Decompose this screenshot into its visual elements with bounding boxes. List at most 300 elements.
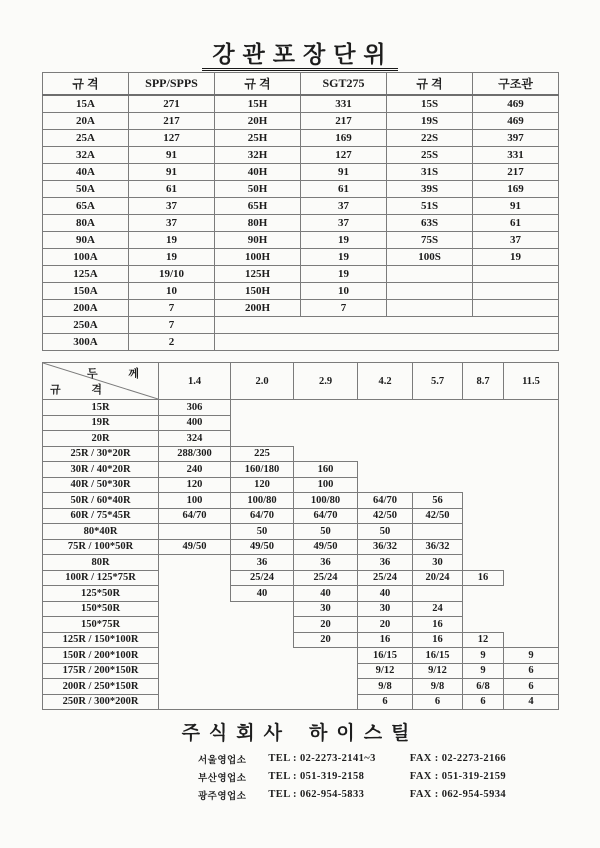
table2-cell: 20/24 <box>413 570 463 586</box>
table-row <box>43 266 559 283</box>
table2-cell: 6 <box>504 663 559 679</box>
table2-open-area <box>504 617 559 633</box>
table-row <box>43 617 559 633</box>
size-row-label: 75R / 100*50R <box>43 539 159 555</box>
table2-open-area <box>463 462 504 478</box>
table1-cell: 19 <box>301 266 387 283</box>
table2-cell: 16 <box>463 570 504 586</box>
table2-cell: 36 <box>294 555 358 571</box>
table1-cell: 90H <box>215 232 301 249</box>
company-name-part1: 주식회사 <box>181 723 291 744</box>
table2-cell: 50 <box>231 524 294 540</box>
size-row-label: 80*40R <box>43 524 159 540</box>
column-header: 규 격 <box>215 73 301 96</box>
table1-merged-blank-cell <box>215 334 559 351</box>
table2-open-area <box>504 446 559 462</box>
table2-open-area <box>159 570 231 586</box>
table2-cell: 25/24 <box>231 570 294 586</box>
table2-cell: 9 <box>463 663 504 679</box>
thickness-column-header: 2.0 <box>231 363 294 400</box>
table2-cell: 50 <box>358 524 413 540</box>
table2-open-area <box>504 539 559 555</box>
table-header-row <box>43 363 559 400</box>
table2-cell: 40 <box>231 586 294 602</box>
table2-open-area <box>231 648 294 664</box>
table1-cell: 19 <box>301 232 387 249</box>
table1-cell: 91 <box>129 164 215 181</box>
table2-cell: 9 <box>504 648 559 664</box>
table2-open-area <box>463 601 504 617</box>
table2-cell: 160/180 <box>231 462 294 478</box>
table2-cell: 6 <box>504 679 559 695</box>
table1-cell <box>387 266 473 283</box>
table1-cell: 63S <box>387 215 473 232</box>
table2-open-area <box>413 400 463 416</box>
table2-cell: 4 <box>504 694 559 710</box>
table1-cell: 25A <box>43 130 129 147</box>
table-row <box>43 215 559 232</box>
table2-open-area <box>463 586 504 602</box>
table-row <box>43 601 559 617</box>
table1-cell: 150A <box>43 283 129 300</box>
table1-cell: 150H <box>215 283 301 300</box>
table2-cell: 56 <box>413 493 463 509</box>
table2-cell: 9/12 <box>413 663 463 679</box>
size-row-label: 175R / 200*150R <box>43 663 159 679</box>
corner-label-thickness: 두 께 <box>87 368 154 380</box>
table1-cell: 22S <box>387 130 473 147</box>
office-fax: FAX : 062-954-5934 <box>409 789 507 800</box>
table1-cell: 61 <box>129 181 215 198</box>
table2-open-area <box>463 617 504 633</box>
size-row-label: 60R / 75*45R <box>43 508 159 524</box>
table-row <box>43 232 559 249</box>
thickness-column-header: 1.4 <box>159 363 231 400</box>
table2-cell: 100 <box>159 493 231 509</box>
table1-merged-blank-cell <box>215 317 559 334</box>
size-row-label: 150*75R <box>43 617 159 633</box>
table2-open-area <box>231 694 294 710</box>
table2-cell: 306 <box>159 400 231 416</box>
table2-cell: 40 <box>294 586 358 602</box>
table1-cell: 40A <box>43 164 129 181</box>
table2-cell: 40 <box>358 586 413 602</box>
table1-cell: 19 <box>473 249 559 266</box>
table1-cell: 37 <box>301 215 387 232</box>
table1-cell: 169 <box>301 130 387 147</box>
table1-cell <box>473 266 559 283</box>
table2-cell: 36/32 <box>358 539 413 555</box>
table2-open-area <box>504 415 559 431</box>
column-header: 구조관 <box>473 73 559 96</box>
table1-cell: 7 <box>129 300 215 317</box>
table2-open-area <box>231 617 294 633</box>
table2-open-area <box>159 601 231 617</box>
thickness-column-header: 8.7 <box>463 363 504 400</box>
table2-open-area <box>358 462 413 478</box>
table2-open-area <box>413 415 463 431</box>
size-row-label: 150*50R <box>43 601 159 617</box>
table2-open-area <box>463 524 504 540</box>
company-name <box>0 718 600 745</box>
table2-open-area <box>413 446 463 462</box>
table-row <box>43 334 559 351</box>
table2-open-area <box>231 601 294 617</box>
table2-cell: 25/24 <box>358 570 413 586</box>
thickness-column-header: 5.7 <box>413 363 463 400</box>
table2-cell: 240 <box>159 462 231 478</box>
table1-cell: 100A <box>43 249 129 266</box>
table1-cell: 127 <box>301 147 387 164</box>
company-name-part2: 하이스틸 <box>309 723 419 744</box>
table1-cell: 19 <box>129 249 215 266</box>
table1-cell: 217 <box>301 113 387 130</box>
table-row <box>43 181 559 198</box>
table2-open-area <box>294 679 358 695</box>
table1-cell: 125H <box>215 266 301 283</box>
table2-open-area <box>231 679 294 695</box>
table-row <box>43 508 559 524</box>
table-row <box>43 95 559 113</box>
table2-cell: 6 <box>463 694 504 710</box>
office-tel: TEL : 051-319-2158 <box>268 771 365 782</box>
table-row <box>43 555 559 571</box>
table2-cell: 100/80 <box>294 493 358 509</box>
size-row-label: 25R / 30*20R <box>43 446 159 462</box>
table-row <box>43 130 559 147</box>
size-row-label: 15R <box>43 400 159 416</box>
table2-cell: 6/8 <box>463 679 504 695</box>
table1-cell: 40H <box>215 164 301 181</box>
size-row-label: 40R / 50*30R <box>43 477 159 493</box>
table1-cell: 91 <box>473 198 559 215</box>
table1-cell: 32A <box>43 147 129 164</box>
table-row <box>43 648 559 664</box>
table2-cell: 16 <box>358 632 413 648</box>
column-header: 규 격 <box>387 73 473 96</box>
size-row-label: 20R <box>43 431 159 447</box>
table1-cell: 10 <box>129 283 215 300</box>
table2-cell: 36 <box>358 555 413 571</box>
table-row <box>43 586 559 602</box>
table1-cell: 37 <box>473 232 559 249</box>
table-row <box>43 632 559 648</box>
table2-cell: 49/50 <box>159 539 231 555</box>
table2-open-area <box>463 493 504 509</box>
table1-cell <box>387 300 473 317</box>
table2-open-area <box>463 400 504 416</box>
table2-cell: 30 <box>358 601 413 617</box>
table1-cell: 331 <box>473 147 559 164</box>
table2-open-area <box>504 601 559 617</box>
table2-open-area <box>294 400 358 416</box>
table-row <box>43 679 559 695</box>
table1-cell: 200H <box>215 300 301 317</box>
table1-cell: 19S <box>387 113 473 130</box>
table2-cell: 64/70 <box>294 508 358 524</box>
size-row-label: 125R / 150*100R <box>43 632 159 648</box>
size-row-label: 19R <box>43 415 159 431</box>
table1-cell: 125A <box>43 266 129 283</box>
table2-cell: 12 <box>463 632 504 648</box>
table-row <box>43 694 559 710</box>
table2-cell: 16/15 <box>413 648 463 664</box>
table2-open-area <box>294 663 358 679</box>
table1-cell: 10 <box>301 283 387 300</box>
table1-cell: 7 <box>301 300 387 317</box>
table2-cell: 30 <box>294 601 358 617</box>
table1-cell: 397 <box>473 130 559 147</box>
table2-cell: 50 <box>294 524 358 540</box>
table2-cell: 225 <box>231 446 294 462</box>
table2-open-area <box>504 570 559 586</box>
table2-cell: 100 <box>294 477 358 493</box>
table2-cell: 9/8 <box>413 679 463 695</box>
table2-open-area <box>294 694 358 710</box>
table2-cell: 120 <box>231 477 294 493</box>
office-fax: FAX : 051-319-2159 <box>409 771 507 782</box>
table2-cell: 30 <box>413 555 463 571</box>
table2-cell: 160 <box>294 462 358 478</box>
table-row <box>43 249 559 266</box>
thickness-column-header: 2.9 <box>294 363 358 400</box>
table2-open-area <box>413 477 463 493</box>
thickness-column-header: 4.2 <box>358 363 413 400</box>
table2-open-area <box>504 524 559 540</box>
table-row <box>43 300 559 317</box>
table-row <box>43 477 559 493</box>
table2-cell: 20 <box>294 632 358 648</box>
column-header: SGT275 <box>301 73 387 96</box>
table2-open-area <box>159 648 231 664</box>
table1-cell: 19/10 <box>129 266 215 283</box>
table2-cell: 36/32 <box>413 539 463 555</box>
table2-cell: 16 <box>413 617 463 633</box>
page-title-text: 강관포장단위 <box>202 42 397 71</box>
table2-open-area <box>463 539 504 555</box>
size-row-label: 250R / 300*200R <box>43 694 159 710</box>
table-row <box>43 524 559 540</box>
corner-header-cell <box>43 363 159 400</box>
table2-open-area <box>159 663 231 679</box>
table1-cell: 200A <box>43 300 129 317</box>
table1-cell: 61 <box>473 215 559 232</box>
table2-cell: 6 <box>413 694 463 710</box>
office-tel: TEL : 062-954-5833 <box>268 789 365 800</box>
size-row-label: 50R / 60*40R <box>43 493 159 509</box>
table-row <box>43 164 559 181</box>
table2-open-area <box>504 477 559 493</box>
office-name: 서울영업소 <box>198 756 247 766</box>
table2-open-area <box>358 415 413 431</box>
table1-cell: 15H <box>215 95 301 113</box>
table1-cell <box>387 283 473 300</box>
table2-open-area <box>294 431 358 447</box>
table-row <box>43 570 559 586</box>
table1-cell: 100S <box>387 249 473 266</box>
table2-cell: 9 <box>463 648 504 664</box>
page-title <box>0 36 600 69</box>
table2-open-area <box>294 648 358 664</box>
table1-cell: 217 <box>129 113 215 130</box>
thickness-column-header: 11.5 <box>504 363 559 400</box>
table1-cell: 19 <box>129 232 215 249</box>
table-row <box>43 446 559 462</box>
table1-cell: 75S <box>387 232 473 249</box>
table-row <box>43 400 559 416</box>
table2-open-area <box>358 477 413 493</box>
table1-cell: 271 <box>129 95 215 113</box>
table-row <box>43 431 559 447</box>
table1-cell: 20H <box>215 113 301 130</box>
table1-cell: 31S <box>387 164 473 181</box>
table2-cell: 9/8 <box>358 679 413 695</box>
table2-cell: 20 <box>358 617 413 633</box>
table2-open-area <box>231 663 294 679</box>
table1-cell: 15A <box>43 95 129 113</box>
table2-cell: 16/15 <box>358 648 413 664</box>
table2-cell: 100/80 <box>231 493 294 509</box>
table1-cell: 50H <box>215 181 301 198</box>
table2-cell: 49/50 <box>294 539 358 555</box>
table2-open-area <box>159 555 231 571</box>
table2-open-area <box>413 431 463 447</box>
table2-cell: 120 <box>159 477 231 493</box>
table-row <box>43 198 559 215</box>
size-row-label: 100R / 125*75R <box>43 570 159 586</box>
table1-cell: 65H <box>215 198 301 215</box>
table2-cell: 16 <box>413 632 463 648</box>
size-row-label: 200R / 250*150R <box>43 679 159 695</box>
table1-cell: 217 <box>473 164 559 181</box>
size-row-label: 30R / 40*20R <box>43 462 159 478</box>
table2-open-area <box>504 632 559 648</box>
table2-open-area <box>504 462 559 478</box>
table1-cell: 50A <box>43 181 129 198</box>
table2-open-area <box>294 415 358 431</box>
table2-open-area <box>231 431 294 447</box>
table2-cell: 64/70 <box>231 508 294 524</box>
size-row-label: 150R / 200*100R <box>43 648 159 664</box>
table2-cell: 42/50 <box>413 508 463 524</box>
office-name: 광주영업소 <box>198 792 247 802</box>
table-row <box>43 462 559 478</box>
table-row <box>43 539 559 555</box>
table2-open-area <box>358 446 413 462</box>
thickness-packing-table <box>42 362 559 710</box>
table1-cell: 25H <box>215 130 301 147</box>
table-row <box>43 415 559 431</box>
table2-open-area <box>159 586 231 602</box>
table2-open-area <box>463 431 504 447</box>
table2-cell: 49/50 <box>231 539 294 555</box>
size-row-label: 125*50R <box>43 586 159 602</box>
table-row <box>43 113 559 130</box>
table2-open-area <box>294 446 358 462</box>
table2-cell: 64/70 <box>358 493 413 509</box>
table2-cell <box>413 524 463 540</box>
table2-open-area <box>231 632 294 648</box>
packing-units-table <box>42 72 559 351</box>
table1-cell: 20A <box>43 113 129 130</box>
table2-open-area <box>159 679 231 695</box>
table2-open-area <box>159 694 231 710</box>
table1-cell: 91 <box>129 147 215 164</box>
table-row <box>43 663 559 679</box>
table2-open-area <box>504 586 559 602</box>
table2-cell: 20 <box>294 617 358 633</box>
table2-open-area <box>358 431 413 447</box>
table2-cell <box>159 524 231 540</box>
table-row <box>43 317 559 334</box>
table2-cell: 42/50 <box>358 508 413 524</box>
table2-cell: 6 <box>358 694 413 710</box>
table1-cell: 300A <box>43 334 129 351</box>
table2-cell: 324 <box>159 431 231 447</box>
table1-cell: 32H <box>215 147 301 164</box>
table2-open-area <box>159 632 231 648</box>
office-name: 부산영업소 <box>198 774 247 784</box>
table1-cell <box>473 283 559 300</box>
table1-cell: 127 <box>129 130 215 147</box>
table2-open-area <box>504 555 559 571</box>
table2-open-area <box>504 400 559 416</box>
corner-label-size: 규 격 <box>50 384 117 396</box>
size-row-label: 80R <box>43 555 159 571</box>
office-contacts <box>198 751 506 805</box>
table1-cell: 250A <box>43 317 129 334</box>
table2-open-area <box>463 508 504 524</box>
table2-open-area <box>463 555 504 571</box>
table2-cell: 288/300 <box>159 446 231 462</box>
office-tel: TEL : 02-2273-2141~3 <box>268 753 376 764</box>
table1-cell: 169 <box>473 181 559 198</box>
table1-cell: 51S <box>387 198 473 215</box>
table1-cell: 2 <box>129 334 215 351</box>
table2-open-area <box>231 415 294 431</box>
table1-cell: 469 <box>473 95 559 113</box>
column-header: 규 격 <box>43 73 129 96</box>
table1-cell: 91 <box>301 164 387 181</box>
column-header: SPP/SPPS <box>129 73 215 96</box>
table2-cell <box>413 586 463 602</box>
table-row <box>43 493 559 509</box>
table1-cell: 80A <box>43 215 129 232</box>
table1-cell: 19 <box>301 249 387 266</box>
table2-open-area <box>413 462 463 478</box>
table2-cell: 25/24 <box>294 570 358 586</box>
table-row <box>43 283 559 300</box>
table1-cell: 25S <box>387 147 473 164</box>
table1-cell: 37 <box>301 198 387 215</box>
table1-cell: 331 <box>301 95 387 113</box>
table2-cell: 36 <box>231 555 294 571</box>
table2-open-area <box>231 400 294 416</box>
table2-open-area <box>463 477 504 493</box>
table2-cell: 64/70 <box>159 508 231 524</box>
table2-open-area <box>504 431 559 447</box>
table1-cell: 469 <box>473 113 559 130</box>
table1-cell: 65A <box>43 198 129 215</box>
table1-cell: 61 <box>301 181 387 198</box>
table1-cell: 7 <box>129 317 215 334</box>
office-fax: FAX : 02-2273-2166 <box>409 753 507 764</box>
table2-cell: 9/12 <box>358 663 413 679</box>
table-row <box>43 147 559 164</box>
table-header-row <box>43 73 559 96</box>
table2-open-area <box>504 493 559 509</box>
table2-open-area <box>358 400 413 416</box>
